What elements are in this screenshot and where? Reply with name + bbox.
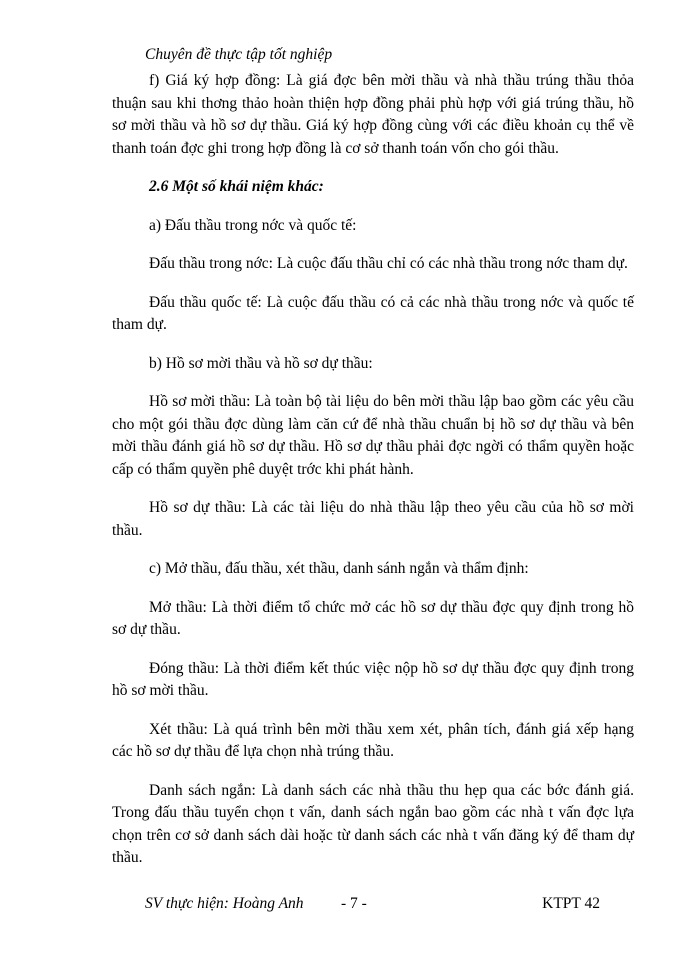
paragraph-bidding-documents: Hồ sơ mời thầu: Là toàn bộ tài liệu do bên mời thầu lập bao gồm các yêu cầu cho một gói thầu đợc dùng làm căn cứ để nhà thầu chuẩn bị hồ sơ dự thầu và bên mời thầu đánh giá hồ sơ dự thầu. Hồ sơ dự thầu phải đợc ngời có thẩm quyền hoặc cấp có thẩm quyền phê duyệt trớc khi phát hành. [112,393,634,478]
subsection-heading-a: a) Đấu thầu trong nớc và quốc tế: [149,216,357,234]
paragraph-short-list: Danh sách ngắn: Là danh sách các nhà thầu thu hẹp qua các bớc đánh giá. Trong đấu thầu tuyển chọn t vấn, danh sách ngắn bao gồm các nhà t vấn đợc lựa chọn trên cơ sở danh sách dài hoặc từ danh sách các nhà t vấn đăng ký để tham dự thầu. [112,781,634,866]
page-header-title: Chuyên đề thực tập tốt nghiệp [145,46,333,63]
paragraph-international-bidding: Đấu thầu quốc tế: Là cuộc đấu thầu có cả các nhà thầu trong nớc và quốc tế tham dự. [112,293,634,333]
footer-page-number: - 7 - [341,895,367,912]
paragraph-bid-evaluation: Xét thầu: Là quá trình bên mời thầu xem xét, phân tích, đánh giá xếp hạng các hồ sơ dự thầu để lựa chọn nhà trúng thầu. [112,720,634,760]
subsection-heading-c: c) Mở thầu, đấu thầu, xét thầu, danh sánh ngắn và thẩm định: [149,560,529,577]
section-heading: 2.6 Một số khái niệm khác: [149,178,324,195]
footer-class-code: KTPT 42 [542,895,600,912]
page-footer [145,895,600,917]
paragraph-domestic-bidding: Đấu thầu trong nớc: Là cuộc đấu thầu chỉ có các nhà thầu trong nớc tham dự. [149,255,628,272]
paragraph-bid-opening: Mở thầu: Là thời điểm tổ chức mở các hồ sơ dự thầu đợc quy định trong hồ sơ dự thầu. [112,598,634,638]
paragraph-bid-documents: Hồ sơ dự thầu: Là các tài liệu do nhà thầu lập theo yêu cầu của hồ sơ mời thầu. [112,499,634,539]
paragraph-contract-price: f) Giá ký hợp đồng: Là giá đợc bên mời thầu và nhà thầu trúng thầu thỏa thuận sau khi thơng thảo hoàn thiện hợp đồng phải phù hợp với giá trúng thầu, hồ sơ mời thầu và hồ sơ dự thầu. Giá ký hợp đồng cùng với các điều khoản cụ thể về thanh toán đợc ghi trong hợp đồng là cơ sở thanh toán vốn cho gói thầu. [112,72,634,157]
paragraph-bid-closing: Đóng thầu: Là thời điểm kết thúc việc nộp hồ sơ dự thầu đợc quy định trong hồ sơ mời thầu. [112,659,634,699]
subsection-heading-b: b) Hồ sơ mời thầu và hồ sơ dự thầu: [149,354,373,372]
footer-author: SV thực hiện: Hoàng Anh [145,895,304,912]
document-body [112,70,634,886]
